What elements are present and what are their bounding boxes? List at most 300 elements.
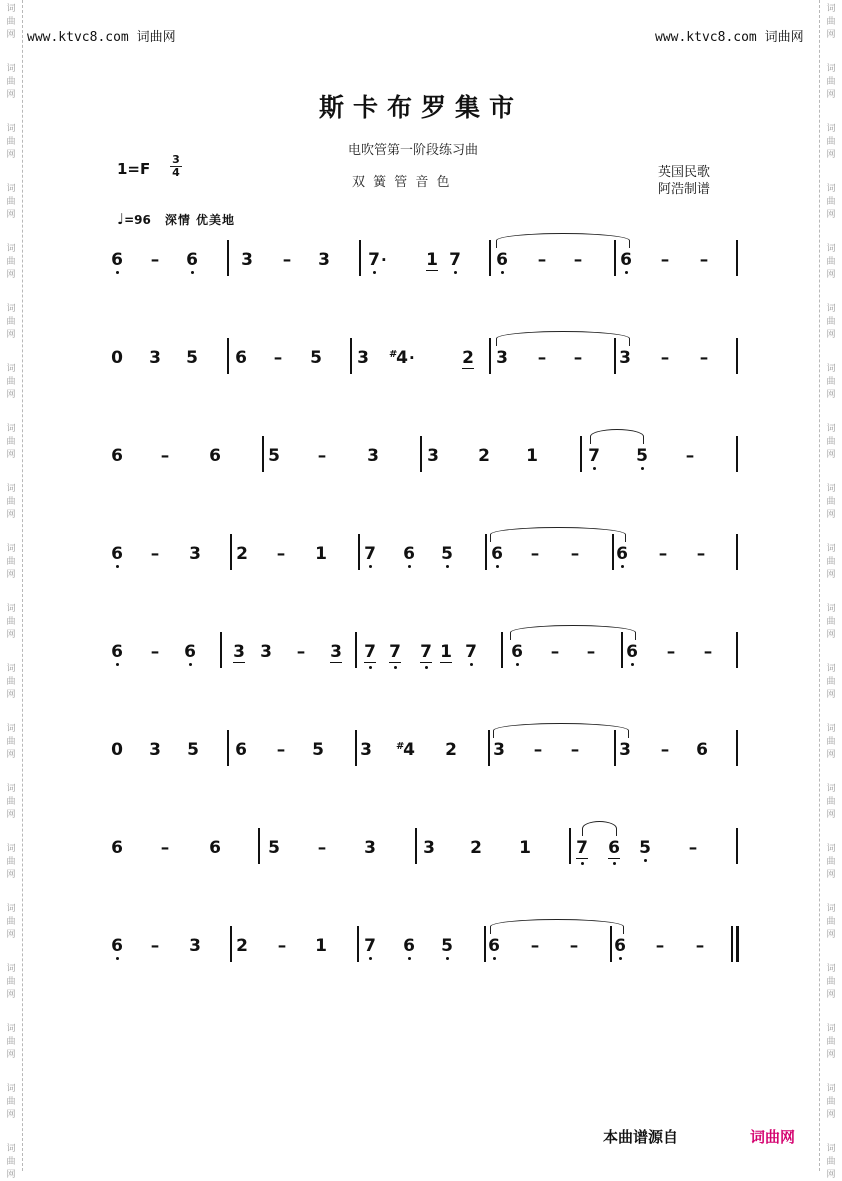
low-octave-dot	[369, 957, 372, 960]
low-octave-dot	[454, 271, 457, 274]
extension-dash: –	[569, 936, 579, 956]
side-watermark-char: 网	[826, 90, 836, 100]
low-octave-dot	[493, 957, 496, 960]
extension-dash: –	[150, 250, 160, 270]
side-watermark-char: 曲	[826, 197, 836, 207]
side-watermark-char: 网	[6, 150, 16, 160]
side-watermark-char: 网	[826, 930, 836, 940]
side-watermark-char: 曲	[826, 317, 836, 327]
note: 5	[186, 348, 198, 368]
sharp-accidental: #	[396, 741, 405, 752]
side-watermark-char: 曲	[6, 497, 16, 507]
quarter-note-icon: ♩	[117, 210, 125, 228]
tie-arc	[490, 919, 624, 934]
low-octave-dot	[425, 666, 428, 669]
side-watermark-char: 曲	[6, 257, 16, 267]
side-watermark-char: 曲	[6, 557, 16, 567]
side-watermark-char: 曲	[826, 557, 836, 567]
side-watermark-char: 曲	[826, 17, 836, 27]
extension-dash: –	[537, 250, 547, 270]
extension-dash: –	[699, 250, 709, 270]
side-watermark-char: 词	[6, 364, 16, 374]
bar-line	[355, 632, 357, 668]
side-watermark-char: 网	[6, 810, 16, 820]
note: 5	[268, 838, 280, 858]
side-watermark-char: 曲	[6, 437, 16, 447]
side-watermark-char: 网	[826, 270, 836, 280]
extension-dash: –	[655, 936, 665, 956]
bar-line	[569, 828, 571, 864]
low-octave-dot	[631, 663, 634, 666]
note: 7	[363, 544, 377, 564]
tie-arc	[582, 821, 617, 836]
note: 5	[187, 740, 199, 760]
side-watermark-char: 曲	[826, 1097, 836, 1107]
side-watermark-char: 词	[826, 844, 836, 854]
side-watermark-char: 词	[6, 844, 16, 854]
time-sig-top: 3	[170, 154, 182, 167]
low-octave-dot	[369, 565, 372, 568]
extension-dash: –	[150, 544, 160, 564]
extension-dash: –	[570, 740, 580, 760]
extension-dash: –	[276, 544, 286, 564]
side-watermark-char: 网	[826, 210, 836, 220]
low-octave-dot	[116, 957, 119, 960]
side-watermark-char: 网	[6, 570, 16, 580]
side-watermark-char: 网	[826, 630, 836, 640]
note: 6	[625, 642, 639, 662]
note: 3	[233, 642, 245, 662]
side-watermark-char: 曲	[826, 857, 836, 867]
bar-line	[501, 632, 503, 668]
bar-line	[485, 534, 487, 570]
score-row	[0, 534, 842, 574]
note: 3	[330, 642, 342, 662]
side-watermark-char: 词	[826, 484, 836, 494]
side-watermark-char: 网	[826, 1110, 836, 1120]
right-watermark-strip	[819, 0, 842, 1180]
side-watermark-char: 词	[6, 1144, 16, 1154]
tie-arc	[496, 331, 630, 346]
side-watermark-char: 曲	[6, 1157, 16, 1167]
side-watermark-char: 曲	[826, 137, 836, 147]
side-watermark-char: 曲	[6, 77, 16, 87]
bar-line	[227, 240, 229, 276]
side-watermark-char: 曲	[826, 377, 836, 387]
note: 6	[490, 544, 504, 564]
side-watermark-char: 词	[826, 544, 836, 554]
side-watermark-char: 词	[6, 4, 16, 14]
note: 1	[519, 838, 531, 858]
time-sig-bottom: 4	[172, 166, 180, 179]
side-watermark-char: 网	[826, 1050, 836, 1060]
timbre-label: 双 簧 管 音 色	[352, 175, 452, 190]
note: 6	[510, 642, 524, 662]
side-watermark-char: 网	[6, 750, 16, 760]
bar-line	[489, 240, 491, 276]
extension-dash: –	[586, 642, 596, 662]
note: 6	[619, 250, 633, 270]
low-octave-dot	[625, 271, 628, 274]
note: 6	[110, 544, 124, 564]
tempo-marking	[117, 210, 235, 228]
note: 6	[235, 348, 247, 368]
side-watermark-char: 曲	[826, 1157, 836, 1167]
note: 6	[209, 838, 221, 858]
side-watermark-char: 曲	[6, 797, 16, 807]
extension-dash: –	[530, 544, 540, 564]
low-octave-dot	[496, 565, 499, 568]
tie-arc	[510, 625, 636, 640]
eighth-underline	[389, 662, 401, 663]
note: 3	[189, 544, 201, 564]
bar-line	[736, 926, 739, 962]
score-row	[0, 338, 842, 378]
side-watermark-char: 曲	[6, 677, 16, 687]
side-watermark-char: 词	[6, 304, 16, 314]
side-watermark-char: 曲	[826, 797, 836, 807]
low-octave-dot	[516, 663, 519, 666]
side-watermark-char: 词	[6, 124, 16, 134]
side-watermark-char: 网	[6, 90, 16, 100]
note: 7	[419, 642, 433, 662]
extension-dash: –	[695, 936, 705, 956]
note: 3	[493, 740, 505, 760]
side-watermark-char: 词	[6, 724, 16, 734]
score-row	[0, 926, 842, 966]
side-watermark-char: 词	[826, 304, 836, 314]
side-watermark-char: 词	[826, 364, 836, 374]
score-row	[0, 240, 842, 280]
extension-dash: –	[703, 642, 713, 662]
side-watermark-char: 词	[826, 1144, 836, 1154]
side-watermark-char: 网	[826, 1170, 836, 1180]
note: 2	[236, 544, 248, 564]
extension-dash: –	[685, 446, 695, 466]
note: 6	[183, 642, 197, 662]
note: 7	[363, 642, 377, 662]
extension-dash: –	[570, 544, 580, 564]
extension-dash: –	[550, 642, 560, 662]
side-watermark-char: 词	[826, 64, 836, 74]
side-watermark-char: 网	[826, 450, 836, 460]
low-octave-dot	[470, 663, 473, 666]
extension-dash: –	[296, 642, 306, 662]
note: 6	[235, 740, 247, 760]
tie-arc	[493, 723, 629, 738]
side-watermark-char: 词	[6, 544, 16, 554]
note: 3	[149, 348, 161, 368]
side-watermark-char: 曲	[826, 497, 836, 507]
augmentation-dot: ·	[409, 349, 415, 367]
note: 2	[462, 348, 474, 368]
bar-line	[488, 730, 490, 766]
note: 6	[696, 740, 708, 760]
eighth-underline	[608, 858, 620, 859]
eighth-underline	[420, 662, 432, 663]
extension-dash: –	[573, 348, 583, 368]
bar-line	[220, 632, 222, 668]
note: 5	[268, 446, 280, 466]
score-row	[0, 436, 842, 476]
header-url-right: www.ktvc8.com 词曲网	[655, 30, 804, 45]
bar-line	[736, 730, 738, 766]
extension-dash: –	[658, 544, 668, 564]
extension-dash: –	[282, 250, 292, 270]
side-watermark-char: 网	[6, 390, 16, 400]
note: 6	[110, 642, 124, 662]
side-watermark-char: 曲	[826, 977, 836, 987]
note: 6	[209, 446, 221, 466]
low-octave-dot	[641, 467, 644, 470]
note: 5	[310, 348, 322, 368]
side-watermark-char: 网	[6, 690, 16, 700]
side-watermark-char: 网	[826, 390, 836, 400]
bar-line	[227, 730, 229, 766]
note: 5	[635, 446, 649, 466]
note: 6	[111, 838, 123, 858]
note: 6	[487, 936, 501, 956]
bar-line	[736, 632, 738, 668]
note: 0	[111, 348, 123, 368]
note: 1	[526, 446, 538, 466]
side-watermark-char: 网	[6, 870, 16, 880]
note: 3	[149, 740, 161, 760]
note: 3	[241, 250, 253, 270]
extension-dash: –	[530, 936, 540, 956]
note: 2	[445, 740, 457, 760]
bar-line	[350, 338, 352, 374]
note: 3	[360, 740, 372, 760]
side-watermark-char: 曲	[6, 17, 16, 27]
side-watermark-char: 曲	[6, 737, 16, 747]
side-watermark-char: 曲	[826, 677, 836, 687]
final-bar-line	[731, 926, 733, 962]
bar-line	[489, 338, 491, 374]
side-watermark-char: 网	[826, 570, 836, 580]
low-octave-dot	[394, 666, 397, 669]
side-watermark-char: 网	[826, 30, 836, 40]
note: 6	[111, 446, 123, 466]
side-watermark-char: 词	[6, 184, 16, 194]
side-watermark-char: 词	[6, 1084, 16, 1094]
side-watermark-char: 词	[826, 124, 836, 134]
side-watermark-char: 网	[826, 330, 836, 340]
bar-line	[580, 436, 582, 472]
side-watermark-char: 曲	[826, 617, 836, 627]
note: 3	[423, 838, 435, 858]
side-watermark-char: 曲	[6, 377, 16, 387]
extension-dash: –	[160, 838, 170, 858]
side-watermark-char: 网	[6, 450, 16, 460]
bar-line	[355, 730, 357, 766]
note: 6	[110, 936, 124, 956]
low-octave-dot	[408, 565, 411, 568]
side-watermark-char: 网	[6, 270, 16, 280]
side-watermark-char: 曲	[6, 1037, 16, 1047]
bar-line	[415, 828, 417, 864]
side-watermark-char: 词	[6, 904, 16, 914]
credit-block	[658, 164, 710, 198]
side-watermark-char: 词	[6, 604, 16, 614]
bar-line	[357, 926, 359, 962]
side-watermark-char: 网	[826, 870, 836, 880]
side-watermark-char: 曲	[6, 1097, 16, 1107]
score-row	[0, 828, 842, 868]
side-watermark-char: 曲	[6, 857, 16, 867]
footer-site-name: 词曲网	[750, 1128, 796, 1146]
side-watermark-char: 曲	[826, 77, 836, 87]
tie-arc	[490, 527, 626, 542]
note: 3	[619, 740, 631, 760]
extension-dash: –	[537, 348, 547, 368]
side-watermark-char: 曲	[6, 197, 16, 207]
extension-dash: –	[150, 936, 160, 956]
note: 3	[189, 936, 201, 956]
low-octave-dot	[644, 859, 647, 862]
bar-line	[359, 240, 361, 276]
eighth-underline	[426, 270, 438, 271]
note: 6	[402, 936, 416, 956]
side-watermark-char: 曲	[6, 317, 16, 327]
note: 3	[367, 446, 379, 466]
note: 7	[363, 936, 377, 956]
extension-dash: –	[660, 740, 670, 760]
bar-line	[736, 534, 738, 570]
extension-dash: –	[317, 838, 327, 858]
side-watermark-char: 曲	[826, 437, 836, 447]
low-octave-dot	[373, 271, 376, 274]
side-watermark-char: 词	[6, 784, 16, 794]
side-watermark-char: 网	[6, 630, 16, 640]
side-watermark-char: 网	[6, 30, 16, 40]
low-octave-dot	[116, 271, 119, 274]
low-octave-dot	[581, 862, 584, 865]
low-octave-dot	[613, 862, 616, 865]
time-signature	[170, 154, 182, 179]
eighth-underline	[330, 662, 342, 663]
extension-dash: –	[660, 348, 670, 368]
extension-dash: –	[317, 446, 327, 466]
side-watermark-char: 曲	[826, 737, 836, 747]
low-octave-dot	[116, 663, 119, 666]
key-signature: 1=F	[117, 160, 151, 178]
note: 7	[575, 838, 589, 858]
song-subtitle: 电吹管第一阶段练习曲	[348, 143, 479, 158]
bar-line	[420, 436, 422, 472]
note: 0	[111, 740, 123, 760]
note: 7	[587, 446, 601, 466]
side-watermark-char: 词	[6, 964, 16, 974]
side-watermark-char: 曲	[826, 917, 836, 927]
note: 6	[495, 250, 509, 270]
side-watermark-char: 网	[6, 1170, 16, 1180]
side-watermark-char: 网	[6, 330, 16, 340]
note: 6	[613, 936, 627, 956]
note: 3	[260, 642, 272, 662]
low-octave-dot	[191, 271, 194, 274]
note: 1	[315, 936, 327, 956]
extension-dash: –	[688, 838, 698, 858]
side-watermark-char: 词	[826, 1084, 836, 1094]
extension-dash: –	[573, 250, 583, 270]
extension-dash: –	[150, 642, 160, 662]
sharp-accidental: #	[389, 349, 398, 360]
side-watermark-char: 词	[6, 64, 16, 74]
side-watermark-char: 词	[6, 484, 16, 494]
note: 3	[619, 348, 631, 368]
low-octave-dot	[446, 565, 449, 568]
note: 1	[315, 544, 327, 564]
note: 7	[464, 642, 478, 662]
footer-source-label: 本曲谱源自	[603, 1128, 679, 1146]
eighth-underline	[576, 858, 588, 859]
side-watermark-char: 词	[826, 964, 836, 974]
tie-arc	[590, 429, 644, 444]
side-watermark-char: 词	[6, 424, 16, 434]
side-watermark-char: 词	[826, 784, 836, 794]
side-watermark-char: 网	[826, 150, 836, 160]
bar-line	[484, 926, 486, 962]
bar-line	[227, 338, 229, 374]
note: 4 #	[402, 740, 416, 760]
side-watermark-char: 曲	[826, 1037, 836, 1047]
low-octave-dot	[446, 957, 449, 960]
score-row	[0, 632, 842, 672]
side-watermark-char: 网	[6, 1110, 16, 1120]
low-octave-dot	[189, 663, 192, 666]
note: 3	[496, 348, 508, 368]
note: 5	[440, 936, 454, 956]
side-watermark-char: 词	[6, 664, 16, 674]
side-watermark-char: 词	[826, 904, 836, 914]
side-watermark-char: 曲	[6, 617, 16, 627]
extension-dash: –	[277, 936, 287, 956]
side-watermark-char: 词	[826, 604, 836, 614]
side-watermark-char: 词	[826, 724, 836, 734]
side-watermark-char: 网	[826, 510, 836, 520]
note: 7	[448, 250, 462, 270]
low-octave-dot	[621, 565, 624, 568]
note: 4 # ·	[395, 348, 409, 368]
bar-line	[736, 240, 738, 276]
side-watermark-char: 曲	[6, 977, 16, 987]
eighth-underline	[462, 368, 474, 369]
note: 5	[638, 838, 652, 858]
side-watermark-char: 网	[6, 510, 16, 520]
side-watermark-char: 网	[826, 810, 836, 820]
side-watermark-char: 网	[826, 750, 836, 760]
extension-dash: –	[666, 642, 676, 662]
song-title: 斯卡布罗集市	[318, 93, 523, 122]
extension-dash: –	[696, 544, 706, 564]
extension-dash: –	[276, 740, 286, 760]
side-watermark-char: 网	[6, 210, 16, 220]
side-watermark-char: 词	[826, 664, 836, 674]
side-watermark-char: 词	[826, 424, 836, 434]
eighth-underline	[233, 662, 245, 663]
note: 3	[364, 838, 376, 858]
low-octave-dot	[593, 467, 596, 470]
side-watermark-char: 网	[826, 990, 836, 1000]
bar-line	[736, 828, 738, 864]
bar-line	[258, 828, 260, 864]
note: 3	[427, 446, 439, 466]
side-watermark-char: 网	[6, 990, 16, 1000]
side-watermark-char: 曲	[6, 917, 16, 927]
bar-line	[736, 436, 738, 472]
note: 7	[388, 642, 402, 662]
